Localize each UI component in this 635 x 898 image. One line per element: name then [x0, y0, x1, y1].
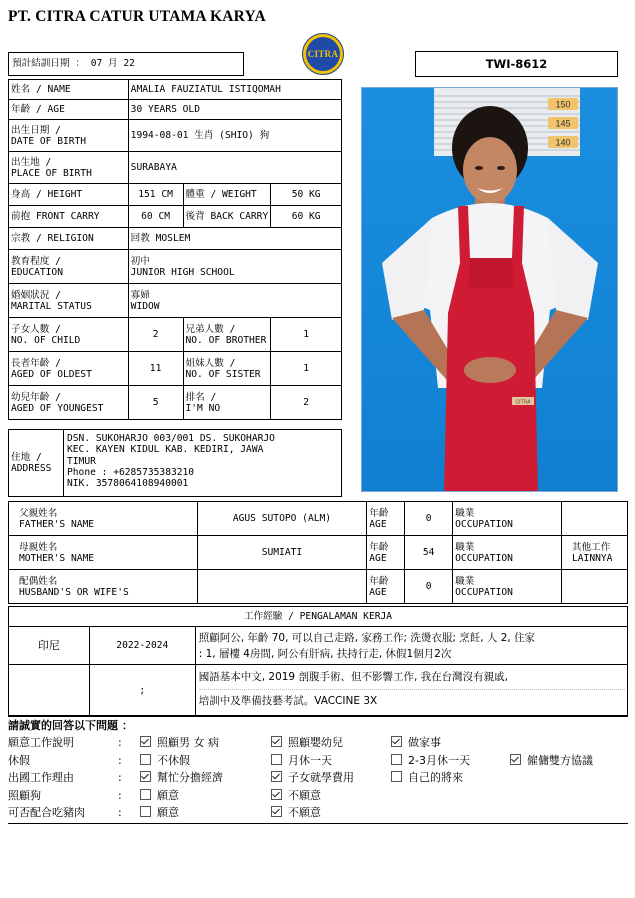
mother-label: 母親姓名 MOTHER'S NAME [9, 536, 198, 570]
profile-table [8, 79, 342, 420]
experience-description: 照顧阿公, 年齡 70, 可以自己走路, 家務工作; 洗燙衣服; 烹飪, 人 2, 住家 : 1, 層樓 4房間, 阿公有肝病, 扶持行走, 休假1個月2次 [195, 627, 627, 665]
logo-text: CITRA [306, 37, 340, 71]
experience-country: 印尼 [9, 627, 90, 665]
apron-tag: CITRA [515, 399, 531, 406]
rank-label: 排名 / I'M NO [183, 386, 271, 420]
checkbox-checked-icon[interactable] [271, 789, 282, 800]
question-option-label: 照顧嬰幼兒 [288, 736, 343, 749]
question-option[interactable] [140, 787, 179, 804]
worker-photo [361, 87, 618, 492]
question-option[interactable] [271, 787, 321, 804]
question-option-label: 願意 [157, 806, 179, 819]
question-option[interactable] [271, 734, 343, 751]
question-row [8, 752, 628, 770]
name-value: AMALIA FAUZIATUL ISTIQOMAH [128, 80, 341, 100]
questions-box [8, 716, 628, 824]
question-option[interactable] [510, 752, 593, 769]
weight-value: 50 KG [271, 184, 342, 206]
checkbox-empty-icon[interactable] [140, 754, 151, 765]
question-option[interactable] [271, 752, 332, 769]
checkbox-empty-icon[interactable] [391, 754, 402, 765]
question-option[interactable] [391, 769, 463, 786]
father-value: AGUS SUTOPO (ALM) [197, 502, 367, 536]
question-option-label: 僱傭雙方協議 [527, 753, 593, 767]
pob-value: SURABAYA [128, 152, 341, 184]
question-colon: : [118, 736, 122, 749]
checkbox-checked-icon[interactable] [140, 736, 151, 747]
religion-value: 回教 MOSLEM [128, 228, 341, 250]
spouse-age-value: 0 [405, 570, 453, 604]
question-option[interactable] [140, 804, 179, 821]
checkbox-empty-icon[interactable] [140, 806, 151, 817]
question-row [8, 769, 628, 787]
father-occ-value [562, 502, 628, 536]
father-age-value: 0 [405, 502, 453, 536]
question-option[interactable] [391, 734, 441, 751]
sister-value: 1 [271, 352, 342, 386]
chart-mark-150: 150 [555, 99, 571, 110]
mother-occ-label: 職業 OCCUPATION [453, 536, 562, 570]
checkbox-checked-icon[interactable] [271, 771, 282, 782]
back-carry-value: 60 KG [271, 206, 342, 228]
weight-label: 體重 / WEIGHT [183, 184, 271, 206]
education-label: 教育程度 / EDUCATION [9, 250, 129, 284]
citra-logo [302, 33, 344, 75]
question-option-label: 不願意 [288, 806, 321, 819]
dob-label: 出生日期 / DATE OF BIRTH [9, 120, 129, 152]
question-label: 出國工作理由 [8, 771, 74, 784]
oldest-value: 11 [128, 352, 183, 386]
experience-blank-period: ; [89, 665, 195, 716]
education-value: 初中 JUNIOR HIGH SCHOOL [128, 250, 341, 284]
question-option[interactable] [271, 804, 321, 821]
question-colon: : [118, 753, 122, 767]
family-table [8, 501, 628, 604]
question-option[interactable] [140, 734, 219, 751]
brother-value: 1 [271, 318, 342, 352]
child-label: 子女人數 / NO. OF CHILD [9, 318, 129, 352]
training-date: 預計結訓日期 ： 07 月 22 [8, 52, 244, 76]
child-value: 2 [128, 318, 183, 352]
question-colon: : [118, 806, 122, 819]
father-label: 父親姓名 FATHER'S NAME [9, 502, 198, 536]
height-value: 151 CM [128, 184, 183, 206]
question-option-label: 月休一天 [288, 753, 332, 767]
question-option-label: 做家事 [408, 736, 441, 749]
question-label: 可否配合吃豬肉 [8, 806, 85, 819]
name-label: 姓名 / NAME [9, 80, 129, 100]
experience-title: 工作經驗 / PENGALAMAN KERJA [8, 606, 628, 627]
question-label: 休假 [8, 753, 30, 767]
pob-label: 出生地 / PLACE OF BIRTH [9, 152, 129, 184]
worker-code: TWI-8612 [415, 51, 618, 77]
age-value: 30 YEARS OLD [128, 100, 341, 120]
chart-mark-140: 140 [555, 137, 571, 148]
question-option[interactable] [271, 769, 354, 786]
question-option[interactable] [140, 752, 190, 769]
company-title: PT. CITRA CATUR UTAMA KARYA [8, 8, 266, 25]
question-label: 願意工作說明 [8, 736, 74, 749]
question-row [8, 787, 628, 805]
age-label: 年齡 / AGE [9, 100, 129, 120]
spouse-occ-label: 職業 OCCUPATION [453, 570, 562, 604]
checkbox-checked-icon[interactable] [391, 736, 402, 747]
experience-table [8, 626, 628, 716]
spouse-occ-value [562, 570, 628, 604]
front-carry-label: 前抱 FRONT CARRY [9, 206, 129, 228]
photo-illustration [362, 88, 618, 492]
brother-label: 兄弟人數 / NO. OF BROTHER [183, 318, 271, 352]
question-option-label: 子女就學費用 [288, 771, 354, 784]
mother-age-value: 54 [405, 536, 453, 570]
oldest-label: 長者年齡 / AGED OF OLDEST [9, 352, 129, 386]
marital-label: 婚姻狀況 / MARITAL STATUS [9, 284, 129, 318]
spouse-label: 配偶姓名 HUSBAND'S OR WIFE'S [9, 570, 198, 604]
marital-value: 寡婦 WIDOW [128, 284, 341, 318]
checkbox-empty-icon[interactable] [391, 771, 402, 782]
question-option[interactable] [391, 752, 470, 769]
question-colon: : [118, 771, 122, 784]
checkbox-checked-icon[interactable] [140, 771, 151, 782]
experience-notes: 國語基本中文, 2019 剖腹手術、但不影響工作, 我在台灣沒有親戚, 培訓中及準備技藝考試。VACCINE 3X [195, 665, 627, 716]
question-option[interactable] [140, 769, 223, 786]
experience-blank [9, 665, 90, 716]
question-colon: : [118, 788, 122, 802]
spouse-value [197, 570, 367, 604]
question-option-label: 不休假 [157, 753, 190, 767]
questions-title: 請誠實的回答以下問題 ： [8, 719, 133, 732]
address-value: DSN. SUKOHARJO 003/001 DS. SUKOHARJO KEC. KAYEN KIDUL KAB. KEDIRI, JAWA TIMUR Phone : +6285735383210 NIK. 3578064108940001 [63, 429, 342, 497]
youngest-label: 幼兒年齡 / AGED OF YOUNGEST [9, 386, 129, 420]
address-label: 住地 / ADDRESS [8, 429, 64, 497]
front-carry-value: 60 CM [128, 206, 183, 228]
experience-period: 2022-2024 [89, 627, 195, 665]
religion-label: 宗教 / RELIGION [9, 228, 129, 250]
sister-label: 姐妹人數 / NO. OF SISTER [183, 352, 271, 386]
question-option-label: 照顧男 女 病 [157, 736, 219, 749]
back-carry-label: 後背 BACK CARRY [183, 206, 271, 228]
rank-value: 2 [271, 386, 342, 420]
height-label: 身高 / HEIGHT [9, 184, 129, 206]
question-option-label: 幫忙分擔經濟 [157, 771, 223, 784]
checkbox-empty-icon[interactable] [140, 789, 151, 800]
checkbox-checked-icon[interactable] [510, 754, 521, 765]
checkbox-empty-icon[interactable] [271, 754, 282, 765]
youngest-value: 5 [128, 386, 183, 420]
question-row [8, 734, 628, 752]
dob-value: 1994-08-01 生肖 (SHIO) 狗 [128, 120, 341, 152]
father-age-label: 年齡 AGE [367, 502, 405, 536]
father-occ-label: 職業 OCCUPATION [453, 502, 562, 536]
checkbox-checked-icon[interactable] [271, 736, 282, 747]
question-option-label: 自己的將來 [408, 771, 463, 784]
question-option-label: 2-3月休一天 [408, 753, 470, 767]
mother-age-label: 年齡 AGE [367, 536, 405, 570]
spouse-age-label: 年齡 AGE [367, 570, 405, 604]
mother-occ-value: 其他工作 LAINNYA [562, 536, 628, 570]
question-label: 照顧狗 [8, 788, 41, 802]
checkbox-checked-icon[interactable] [271, 806, 282, 817]
question-option-label: 願意 [157, 788, 179, 802]
mother-value: SUMIATI [197, 536, 367, 570]
question-row [8, 804, 628, 822]
chart-mark-145: 145 [555, 118, 571, 129]
question-option-label: 不願意 [288, 788, 321, 802]
